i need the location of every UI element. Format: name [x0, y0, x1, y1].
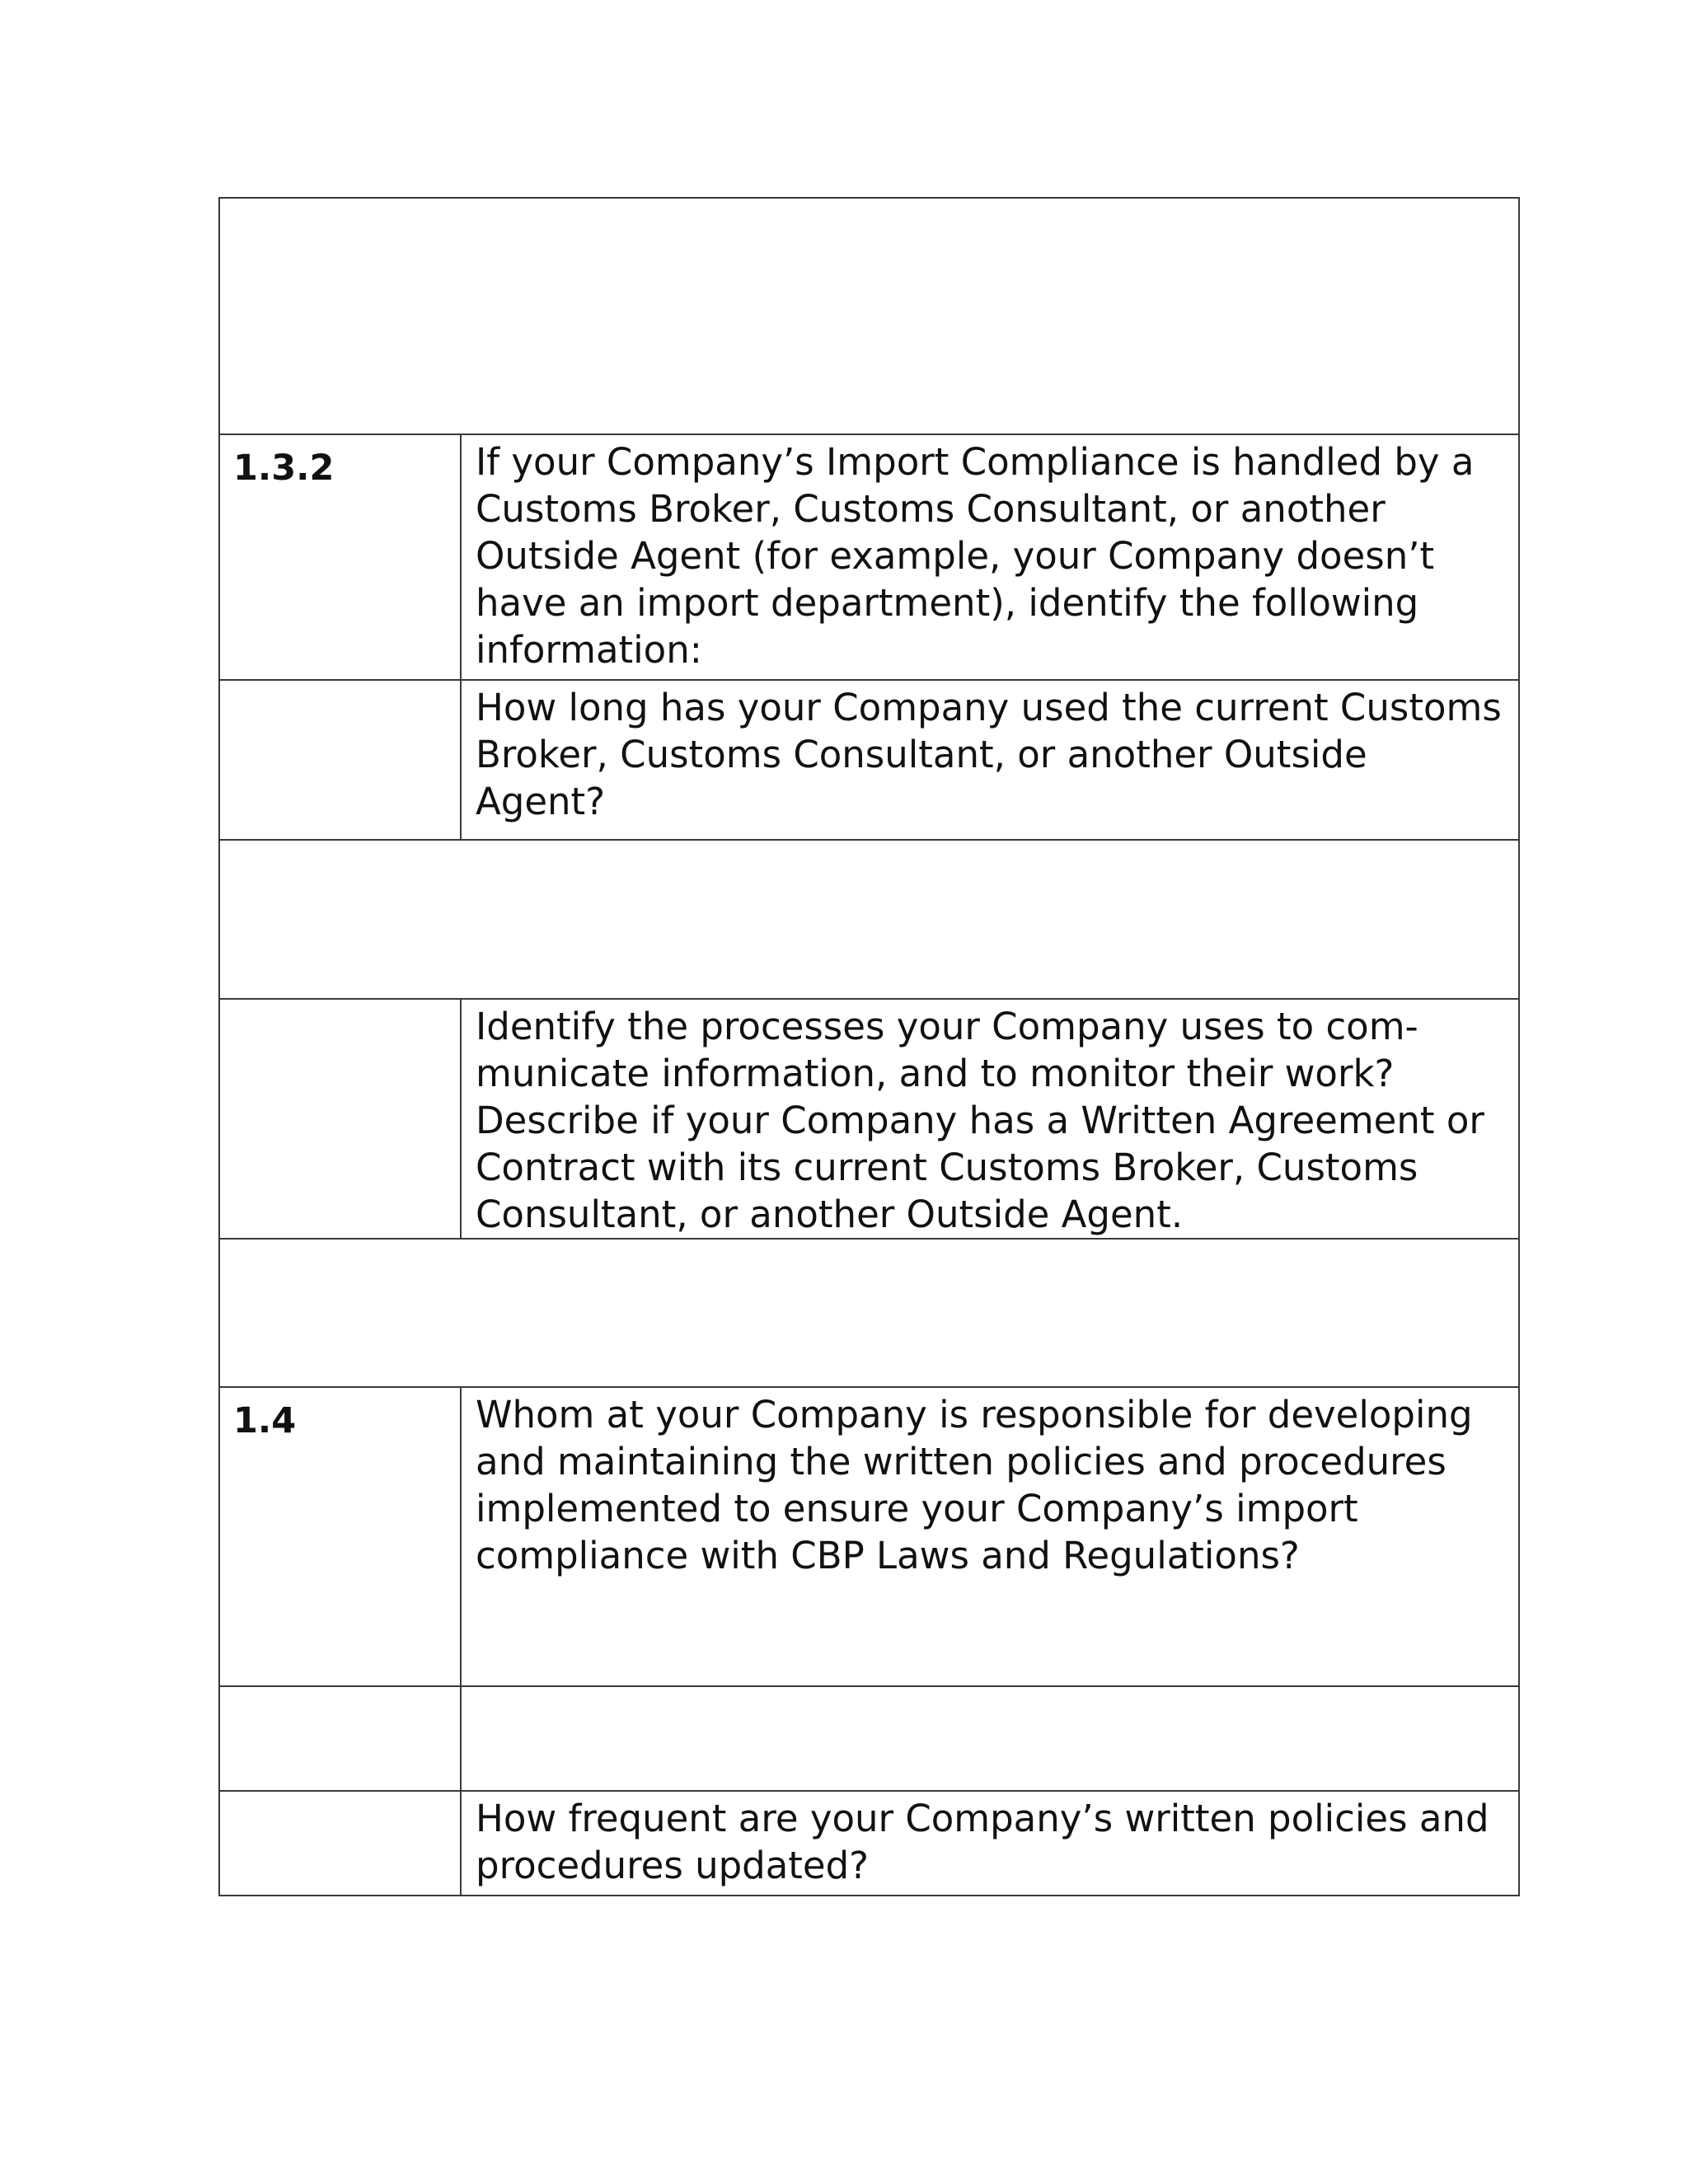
- question-number: 1.3.2: [219, 434, 461, 680]
- question-text: Whom at your Company is responsible for developing and maintaining the written policies and procedures implemented to ensure your Company’s import compliance with CBP Laws and Regulations?: [461, 1387, 1519, 1686]
- question-text: How long has your Company used the current Customs Broker, Customs Consultant, or another Outside Agent?: [461, 680, 1519, 840]
- table-row: [219, 680, 1519, 840]
- table-row: [219, 840, 1519, 999]
- question-number: [219, 680, 461, 840]
- question-text: How frequent are your Company’s written policies and procedures updated?: [461, 1791, 1519, 1896]
- question-text: If your Company’s Import Compliance is handled by a Customs Broker, Customs Consultant, or another Outside Agent (for example, your Company doesn’t have an import department), identify the following information:: [461, 434, 1519, 680]
- question-number: [219, 999, 461, 1239]
- table-row: [219, 198, 1519, 434]
- blank-answer-cell: [219, 840, 1519, 999]
- question-number: 1.4: [219, 1387, 461, 1686]
- blank-answer-cell: [219, 1239, 1519, 1387]
- table-row: [219, 1686, 1519, 1791]
- table-row: [219, 1791, 1519, 1896]
- questionnaire-table: [218, 197, 1520, 1896]
- question-text: [461, 1686, 1519, 1791]
- question-number: [219, 1791, 461, 1896]
- table-row: [219, 999, 1519, 1239]
- table-row: [219, 434, 1519, 680]
- table-row: [219, 1239, 1519, 1387]
- table-row: [219, 1387, 1519, 1686]
- blank-answer-cell: [219, 198, 1519, 434]
- question-text: Identify the processes your Company uses to com-municate information, and to monitor their work? Describe if your Company has a Written Agreement or Contract with its current Customs Broker, Customs Consultant, or another Outside Agent.: [461, 999, 1519, 1239]
- question-number: [219, 1686, 461, 1791]
